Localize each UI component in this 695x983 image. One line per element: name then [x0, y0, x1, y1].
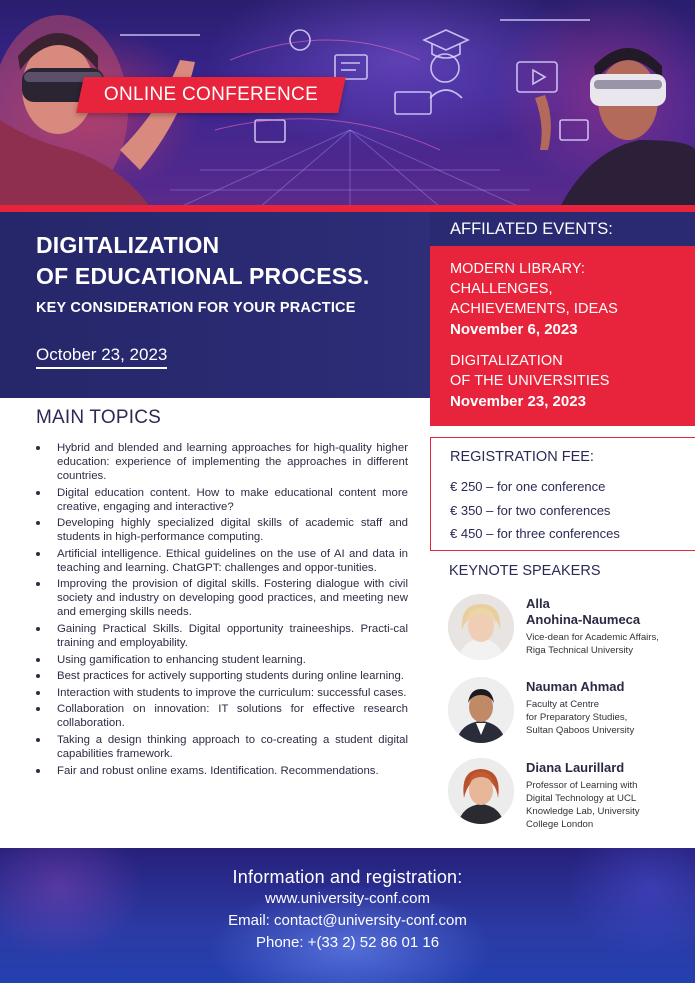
conference-title — [36, 230, 369, 292]
title-line-2: OF EDUCATIONAL PROCESS. — [36, 263, 370, 289]
event-title-line: ACHIEVEMENTS, IDEAS — [450, 301, 618, 317]
speaker-role-line: Vice-dean for Academic Affairs, — [526, 632, 659, 643]
speaker-role-line: for Preparatory Studies, — [526, 712, 628, 723]
speaker-photo — [448, 594, 514, 660]
website-link[interactable]: www.university-conf.com — [264, 890, 431, 907]
footer-heading: Information and registration: — [232, 867, 463, 887]
speaker-role — [526, 698, 691, 737]
hero-banner — [0, 0, 695, 207]
email-link[interactable]: Email: contact@university-conf.com — [228, 912, 467, 929]
affiliated-event — [450, 351, 695, 413]
speaker-info — [526, 760, 691, 831]
speaker-role-line: Faculty at Centre — [526, 699, 600, 710]
event-title-line: DIGITALIZATION — [450, 353, 563, 369]
online-conference-badge — [76, 77, 346, 113]
list-item: Artificial intelligence. Ethical guidelines on the use of AI and data in teaching and learning. ChatGPT: challenges and oppor-tunities. — [36, 547, 408, 575]
speaker-role-line: Professor of Learning with — [526, 780, 638, 791]
conference-subtitle: KEY CONSIDERATION FOR YOUR PRACTICE — [36, 300, 356, 316]
affiliated-event — [450, 259, 695, 341]
main-topics-heading: MAIN TOPICS — [36, 407, 162, 428]
speaker-photo — [448, 758, 514, 824]
list-item: Collaboration on innovation: IT solutions for effective research collaboration. — [36, 702, 408, 730]
speaker-role-line: Sultan Qaboos University — [526, 725, 635, 736]
affiliated-events-list — [430, 246, 695, 426]
hero-divider — [0, 205, 695, 212]
speaker-name: Anohina-Naumeca — [526, 612, 641, 627]
speaker-role-line: Knowledge Lab, University — [526, 806, 640, 817]
event-date: November 6, 2023 — [450, 321, 578, 338]
speaker-info — [526, 679, 691, 737]
event-title-line: OF THE UNIVERSITIES — [450, 373, 610, 389]
event-date: November 23, 2023 — [450, 393, 586, 410]
speaker-name: Nauman Ahmad — [526, 679, 625, 694]
list-item: Improving the provision of digital skills. Fostering dialogue with civil society and industry on developing good practices, and meeting new and emerging skills needs. — [36, 577, 408, 619]
speaker-role-line: College London — [526, 819, 594, 830]
list-item: Interaction with students to improve the curriculum: successful cases. — [36, 686, 408, 700]
vr-person-right — [535, 48, 695, 207]
conference-date: October 23, 2023 — [36, 345, 167, 369]
fee-item: € 350 – for two conferences — [450, 502, 611, 518]
affiliated-events-heading: AFFILATED EVENTS: — [430, 212, 695, 246]
keynote-speakers-heading: KEYNOTE SPEAKERS — [449, 563, 601, 579]
event-title-line: MODERN LIBRARY: — [450, 261, 585, 277]
event-title-line: CHALLENGES, — [450, 281, 553, 297]
fee-item: € 250 – for one conference — [450, 479, 606, 494]
badge-label: ONLINE CONFERENCE — [103, 84, 319, 105]
list-item: Fair and robust online exams. Identification. Recommendations. — [36, 764, 408, 778]
contact-footer — [0, 848, 695, 983]
list-item: Digital education content. How to make educational content more creative, engaging and interactive? — [36, 486, 408, 514]
list-item: Using gamification to enhancing student learning. — [36, 653, 408, 667]
list-item: Taking a design thinking approach to co-creating a student digital capabilities framework. — [36, 733, 408, 761]
speaker-name: Diana Laurillard — [526, 760, 625, 775]
speaker-role-line: Digital Technology at UCL — [526, 793, 637, 804]
speaker-role — [526, 631, 691, 657]
list-item: Gaining Practical Skills. Digital opportunity traineeships. Practi-cal training and employability. — [36, 622, 408, 650]
list-item: Hybrid and blended and learning approaches for high-quality higher education: experience of implementing the approaches in different countries. — [36, 441, 408, 483]
phone-number: Phone: +(33 2) 52 86 01 16 — [255, 934, 440, 951]
registration-fee-heading: REGISTRATION FEE: — [450, 449, 594, 465]
conference-title-block — [0, 212, 430, 398]
main-topics-list — [36, 441, 408, 780]
registration-fee-box — [430, 437, 695, 551]
fee-item: € 450 – for three conferences — [450, 526, 620, 541]
speaker-name: Alla — [526, 596, 550, 611]
speaker-role-line: Riga Technical University — [526, 645, 633, 656]
list-item: Best practices for actively supporting students during online learning. — [36, 669, 408, 683]
title-line-1: DIGITALIZATION — [36, 232, 220, 258]
speaker-info — [526, 596, 691, 657]
speaker-role — [526, 779, 691, 831]
list-item: Developing highly specialized digital skills of academic staff and students in high-performance computing. — [36, 516, 408, 544]
speaker-photo — [448, 677, 514, 743]
